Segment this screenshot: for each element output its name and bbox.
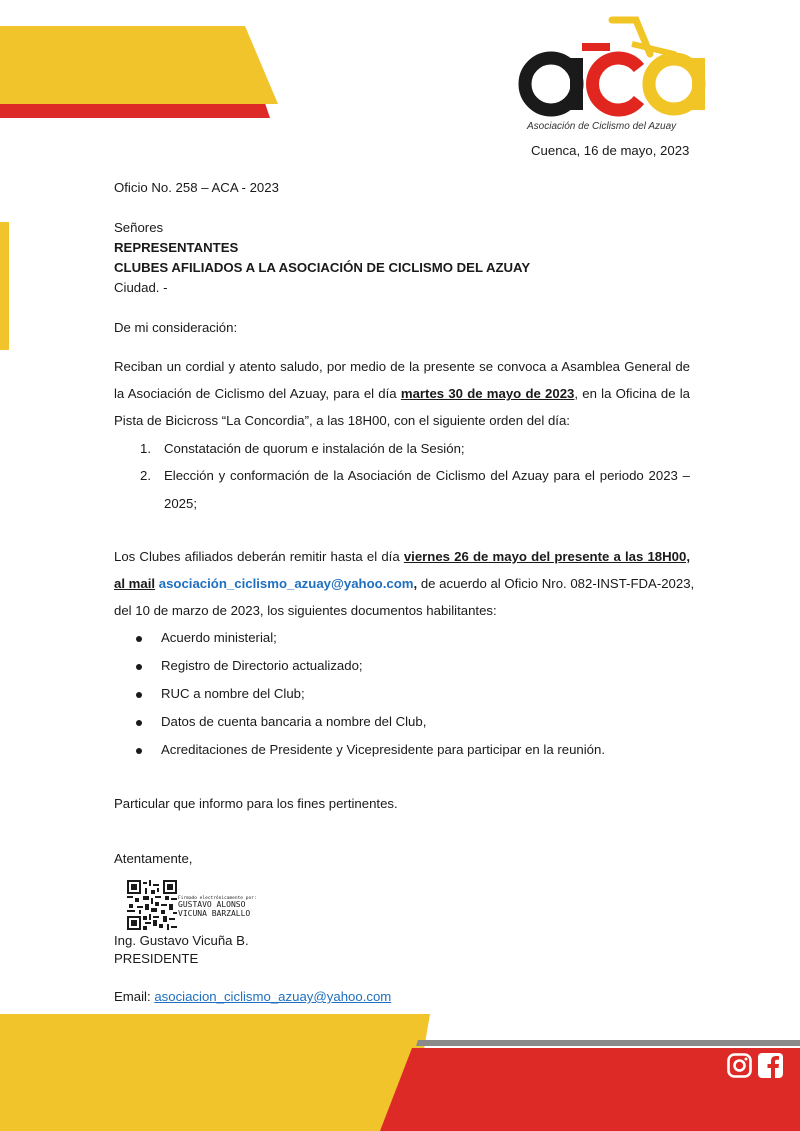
bullet [136, 636, 142, 642]
stamp-name-line1: GUSTAVO ALONSO [178, 900, 246, 909]
comma: , [413, 576, 418, 591]
signer-title: PRESIDENTE [114, 951, 199, 966]
para1-text: la Asociación de Ciclismo del Azuay, para el día [114, 386, 401, 401]
bullet [136, 720, 142, 726]
agenda-item: Elección y conformación de la Asociación de Ciclismo del Azuay para el periodo 2023 – [164, 468, 690, 483]
stamp-caption: Firmado electrónicamente por: [178, 896, 257, 901]
header-decoration [0, 0, 290, 125]
oficio-number: Oficio No. 258 – ACA - 2023 [114, 180, 279, 195]
para1-text-end: , en la Oficina de la [574, 386, 690, 401]
para2-line2 [114, 576, 695, 591]
closing-sentence: Particular que informo para los fines pertinentes. [114, 796, 398, 811]
stamp-name-line2: VICUNA BARZALLO [178, 909, 251, 918]
bullet [136, 748, 142, 754]
document-item: Registro de Directorio actualizado; [161, 658, 363, 673]
contact-email [114, 989, 391, 1004]
agenda-item-cont: 2025; [164, 496, 198, 511]
bullet [136, 692, 142, 698]
recipient-organization: CLUBES AFILIADOS A LA ASOCIACIÓN DE CICLISMO DEL AZUAY [114, 260, 531, 275]
document-item: Datos de cuenta bancaria a nombre del Club, [161, 714, 427, 729]
email-link[interactable]: asociacion_ciclismo_azuay@yahoo.com [154, 989, 392, 1004]
mail-label: al mail [114, 576, 156, 591]
para2-text: Los Clubes afiliados deberán remitir hasta el día [114, 549, 404, 564]
signer-name: Ing. Gustavo Vicuña B. [114, 933, 249, 948]
para2-line3: del 10 de marzo de 2023, los siguientes documentos habilitantes: [114, 603, 497, 618]
document-item: RUC a nombre del Club; [161, 686, 305, 701]
date-line: Cuenca, 16 de mayo, 2023 [531, 143, 690, 158]
facebook-icon[interactable] [758, 1053, 783, 1078]
assembly-date: martes 30 de mayo de 2023 [400, 386, 575, 401]
agenda-number: 2. [140, 468, 151, 483]
left-edge-bar [0, 222, 9, 350]
footer-decoration [0, 1008, 800, 1131]
para2-text-ref: de acuerdo al Oficio Nro. 082-INST-FDA-2023, [417, 576, 695, 591]
salutation: De mi consideración: [114, 320, 238, 335]
farewell: Atentamente, [114, 851, 193, 866]
agenda-number: 1. [140, 441, 151, 456]
submission-email[interactable]: asociación_ciclismo_azuay@yahoo.com [158, 576, 414, 591]
instagram-icon[interactable] [727, 1053, 752, 1078]
recipient-greeting: Señores [114, 220, 164, 235]
aca-logo [514, 14, 714, 120]
deadline: viernes 26 de mayo del presente a las 18H00, [403, 549, 690, 564]
email-label: Email: [114, 989, 155, 1004]
para1-line3: Pista de Bicicross “La Concordia”, a las 18H00, con el siguiente orden del día: [114, 413, 570, 428]
recipient-title: REPRESENTANTES [114, 240, 239, 255]
document-item: Acreditaciones de Presidente y Vicepresidente para participar en la reunión. [161, 742, 606, 757]
para1-line2 [114, 386, 690, 401]
document-item: Acuerdo ministerial; [161, 630, 277, 645]
agenda-item: Constatación de quorum e instalación de la Sesión; [164, 441, 465, 456]
logo-caption: Asociación de Ciclismo del Azuay [527, 121, 677, 132]
para1-line1: Reciban un cordial y atento saludo, por medio de la presente se convoca a Asamblea General de [114, 359, 690, 374]
para2-line1 [114, 549, 690, 564]
recipient-city: Ciudad. - [114, 280, 168, 295]
qr-code [127, 880, 177, 930]
bullet [136, 664, 142, 670]
